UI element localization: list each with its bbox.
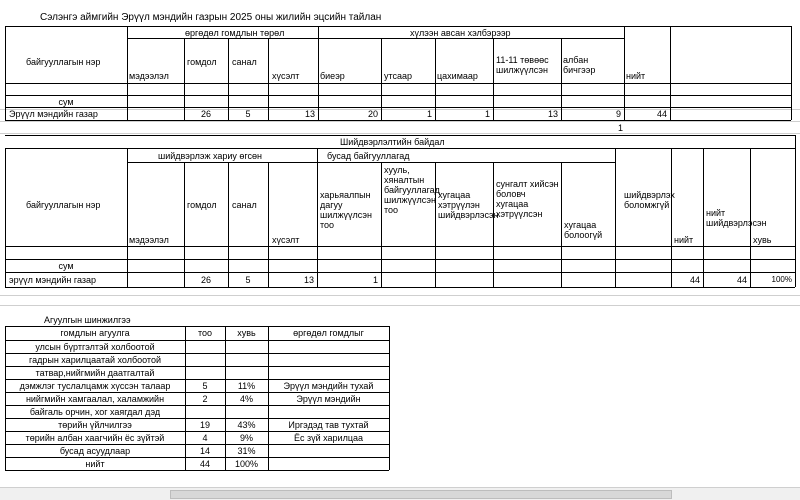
receipt-form-header: хүлээн авсан хэлбэрээр — [410, 28, 511, 38]
row2-value-complaint: 26 — [200, 275, 211, 285]
col2-info: мэдээлэл — [129, 235, 169, 245]
row2-value-transferred: 1 — [372, 275, 378, 285]
other-orgs-header: бусад байгууллагад — [327, 151, 410, 161]
row2-value-percent: 100% — [771, 275, 792, 284]
col3-percent: хувь — [237, 328, 256, 338]
col-complaint: гомдол — [187, 57, 217, 67]
grid-line — [0, 305, 800, 306]
col3-note: өргөдөл гомдлыг — [293, 328, 364, 338]
col2-complaint: гомдол — [187, 200, 217, 210]
table-row: улсын бүртгэлтэй холбоотой — [35, 342, 155, 352]
row2-value-proposal: 5 — [245, 275, 251, 285]
row-value-letter: 9 — [615, 109, 621, 119]
complaint-type-header: өргөдөл гомдлын төрөл — [185, 28, 285, 38]
col-1111-transfer: 11-11 төвөөс шилжүүлсэн — [496, 55, 549, 75]
row2-value-request: 13 — [303, 275, 314, 285]
row-soum-label: сум — [58, 97, 74, 107]
horizontal-scrollbar[interactable] — [0, 487, 800, 500]
col2-not-due: хугацаа болоогүй — [564, 220, 603, 240]
col2-request: хүсэлт — [272, 235, 300, 245]
row-value-complaint: 26 — [200, 109, 211, 119]
table-row: нийгмийн хамгаалал, халамжийн — [25, 394, 165, 404]
col3-content: гомдлын агуулга — [60, 328, 130, 338]
table-row: татвар,нийгмийн даатгалтай — [35, 368, 155, 378]
row-note: Ёс зүй харилцаа — [293, 433, 364, 443]
row-percent: 43% — [237, 420, 256, 430]
scrollbar-thumb[interactable] — [170, 490, 672, 499]
row-value-in-person: 20 — [367, 109, 378, 119]
row-percent: 4% — [239, 394, 253, 404]
row-value-online: 1 — [484, 109, 490, 119]
table-row: дэмжлэг туслалцамж хүссэн талаар — [19, 381, 171, 391]
col2-percent: хувь — [753, 235, 772, 245]
row-count: 19 — [199, 420, 210, 430]
table-row: төрийн албан хаагчийн ёс зүйтэй — [25, 433, 165, 443]
col2-overdue: хугацаа хэтрүүлэн шийдвэрлэсэн — [438, 190, 499, 220]
grid-line — [0, 295, 800, 296]
row-value-proposal: 5 — [245, 109, 251, 119]
row-percent: 9% — [239, 433, 253, 443]
table-row-total: нийт — [85, 459, 105, 469]
row-count: 5 — [202, 381, 208, 391]
row-value-phone: 1 — [426, 109, 432, 119]
row-count: 4 — [202, 433, 208, 443]
org-name-header: байгууллагын нэр — [26, 57, 101, 67]
col2-law-transferred: хууль, хяналтын байгууллагад шилжүүлсэн тоо — [384, 165, 440, 215]
row2-value-total-resolved: 44 — [736, 275, 747, 285]
resolved-header: шийдвэрлэж хариу өгсөн — [158, 151, 262, 161]
col-total: нийт — [626, 71, 646, 81]
below-cell-value: 1 — [618, 123, 624, 133]
content-analysis-title: Агуулгын шинжилгээ — [44, 315, 131, 325]
col-phone: утсаар — [384, 71, 413, 81]
report-title: Сэлэнгэ аймгийн Эрүүл мэндийн газрын 2025 оны жилийн эцсийн тайлан — [40, 12, 382, 23]
row-percent: 11% — [237, 381, 256, 391]
row-count: 2 — [202, 394, 208, 404]
row-value-total: 44 — [656, 109, 667, 119]
row-value-request: 13 — [304, 109, 315, 119]
row-percent: 31% — [237, 446, 256, 456]
row2-org-label: эрүүл мэндийн газар — [9, 275, 97, 285]
row-note: Эрүүл мэндийн — [296, 394, 361, 404]
col-in-person: биеэр — [320, 71, 345, 81]
row-count: 14 — [199, 446, 210, 456]
table-row: төрийн үйлчилгээ — [58, 420, 132, 430]
row-percent: 100% — [234, 459, 259, 469]
table-row: байгаль орчин, хог хаягдал дэд — [29, 407, 161, 417]
col-online: цахимаар — [437, 71, 478, 81]
row-note: Эрүүл мэндийн тухай — [283, 381, 374, 391]
col2-proposal: санал — [232, 200, 257, 210]
table-row: бусад асуудлаар — [59, 446, 131, 456]
row-count: 44 — [199, 459, 210, 469]
col2-total-resolved: нийт шийдвэрлэсэн — [706, 208, 767, 228]
col2-total: нийт — [674, 235, 694, 245]
col2-transferred: харьяалпын дагуу шилжүүлсэн тоо — [320, 190, 372, 230]
row2-soum-label: сум — [58, 261, 74, 271]
resolution-title: Шийдвэрлэлтийн байдал — [340, 137, 445, 147]
row2-value-total: 44 — [689, 275, 700, 285]
col3-count: тоо — [197, 328, 213, 338]
org-name-header-2: байгууллагын нэр — [26, 200, 101, 210]
table-row: гадрын харилцаатай холбоотой — [29, 355, 161, 365]
col2-impossible: шийдвэрлэх боломжгүй — [624, 190, 675, 210]
row-value-1111: 13 — [547, 109, 558, 119]
col-request: хүсэлт — [272, 71, 300, 81]
grid-line — [0, 121, 800, 122]
grid-line — [0, 133, 800, 134]
col2-extended-overdue: сунгалт хийсэн боловч хугацаа хэтрүүлсэн — [496, 179, 559, 219]
row-note: Иргэдэд тав тухтай — [288, 420, 369, 430]
col-info: мэдээлэл — [129, 71, 169, 81]
col-proposal: санал — [232, 57, 257, 67]
col-official-letter: албан бичгээр — [563, 55, 596, 75]
row-org-label: Эрүүл мэндийн газар — [9, 109, 98, 119]
